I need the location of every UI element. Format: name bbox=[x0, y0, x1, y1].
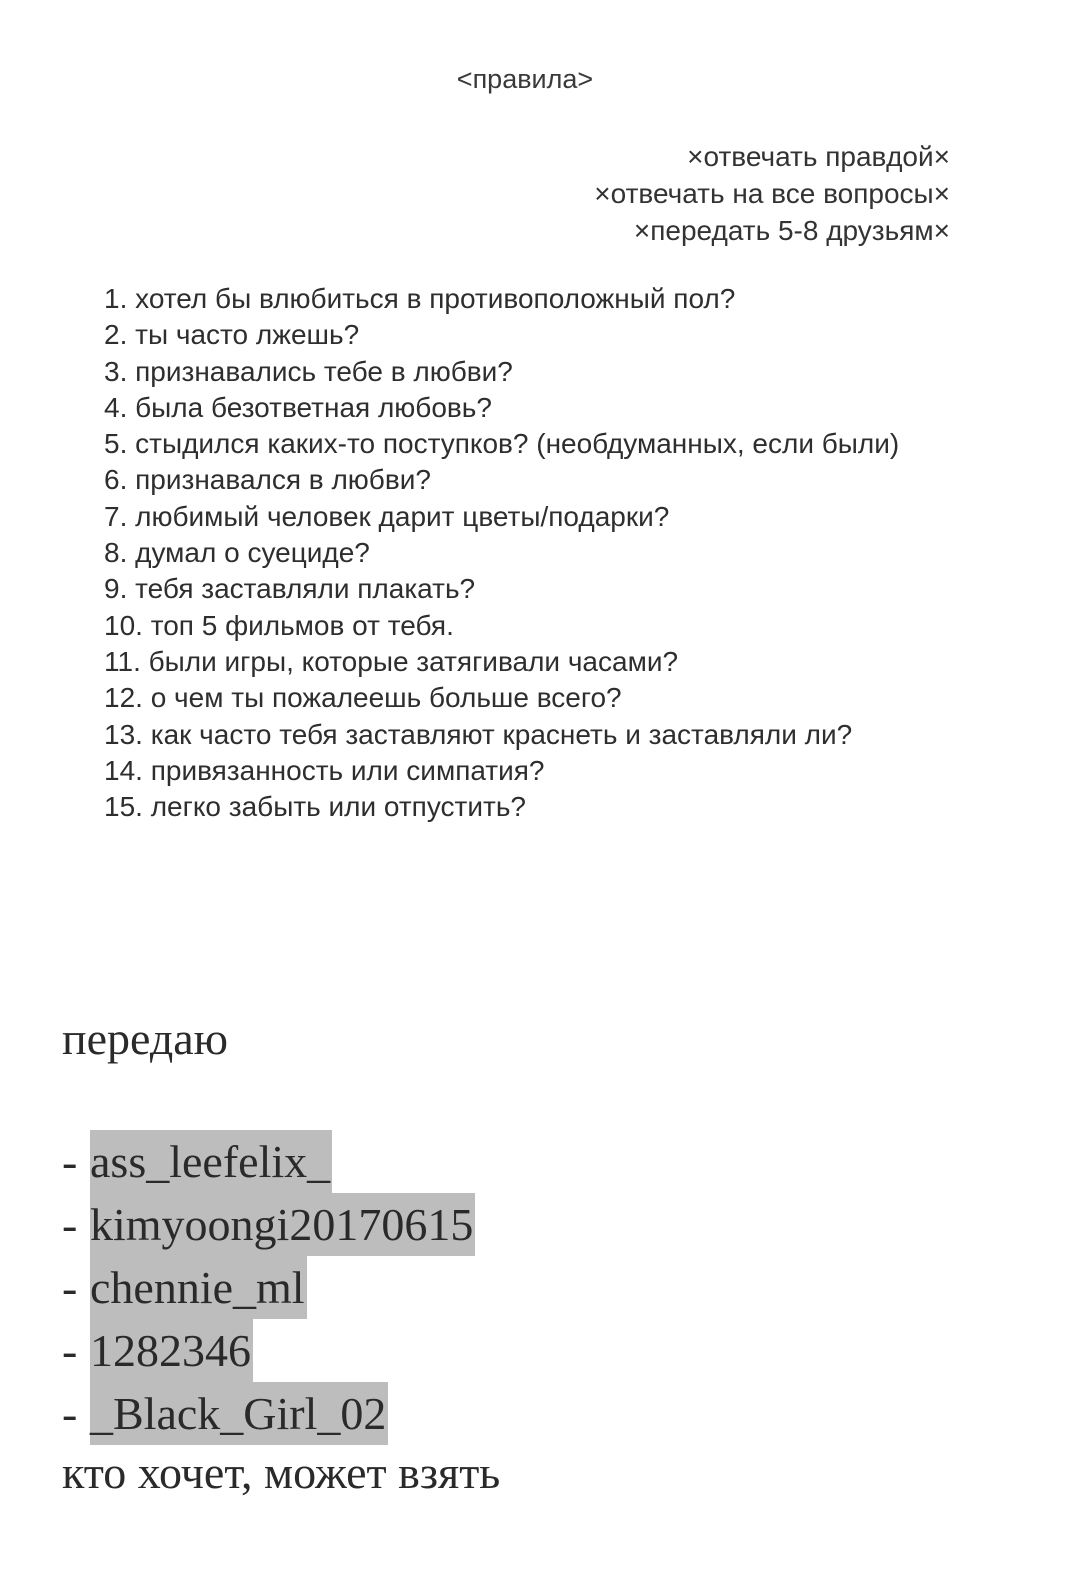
question-item: 13. как часто тебя заставляют краснеть и заставляли ли? bbox=[104, 718, 853, 750]
reply-footer: кто хочет, может взять bbox=[62, 1447, 501, 1498]
question-item: 7. любимый человек дарит цветы/подарки? bbox=[104, 500, 670, 532]
question-item: 1. хотел бы влюбиться в противоположный пол? bbox=[104, 283, 736, 314]
question-item: 9. тебя заставляли плакать? bbox=[104, 573, 476, 605]
user-mention[interactable]: 1282346 bbox=[90, 1319, 253, 1382]
question-item: 8. думал о суециде? bbox=[104, 537, 370, 569]
reply-heading: передаю bbox=[62, 1013, 229, 1064]
user-mention[interactable]: _Black_Girl_02 bbox=[90, 1382, 388, 1445]
rule-item: ×отвечать правдой× bbox=[687, 141, 950, 172]
rule-item: ×передать 5-8 друзьям× bbox=[633, 215, 950, 246]
tag-row bbox=[62, 1130, 475, 1193]
user-mention[interactable]: kimyoongi20170615 bbox=[90, 1193, 475, 1256]
rule-item: ×отвечать на все вопросы× bbox=[594, 178, 950, 209]
tag-dash: - bbox=[62, 1136, 78, 1187]
tag-row bbox=[62, 1319, 475, 1382]
question-item: 15. легко забыть или отпустить? bbox=[104, 791, 526, 823]
rules-list bbox=[594, 138, 950, 249]
question-item: 11. были игры, которые затягивали часами? bbox=[104, 645, 679, 677]
question-item: 14. привязанность или симпатия? bbox=[104, 754, 545, 786]
tag-row bbox=[62, 1382, 475, 1445]
question-item: 4. была безответная любовь? bbox=[104, 391, 492, 423]
tag-dash: - bbox=[62, 1262, 78, 1313]
question-item: 12. о чем ты пожалеешь больше всего? bbox=[104, 682, 622, 714]
tag-row bbox=[62, 1256, 475, 1319]
tag-list bbox=[62, 1130, 475, 1445]
question-item: 5. стыдился каких-то поступков? (необдуманных, если были) bbox=[104, 428, 900, 460]
question-item: 3. признавались тебе в любви? bbox=[104, 355, 513, 387]
question-list bbox=[104, 281, 934, 825]
question-item: 2. ты часто лжешь? bbox=[104, 319, 360, 351]
tag-row bbox=[62, 1193, 475, 1256]
user-mention[interactable]: chennie_ml bbox=[90, 1256, 307, 1319]
question-item: 10. топ 5 фильмов от тебя. bbox=[104, 609, 454, 641]
rules-title: <правила> bbox=[456, 64, 594, 94]
tag-dash: - bbox=[62, 1325, 78, 1376]
tag-dash: - bbox=[62, 1388, 78, 1439]
user-mention[interactable]: ass_leefelix_ bbox=[90, 1130, 332, 1193]
question-item: 6. признавался в любви? bbox=[104, 464, 431, 496]
tag-dash: - bbox=[62, 1199, 78, 1250]
